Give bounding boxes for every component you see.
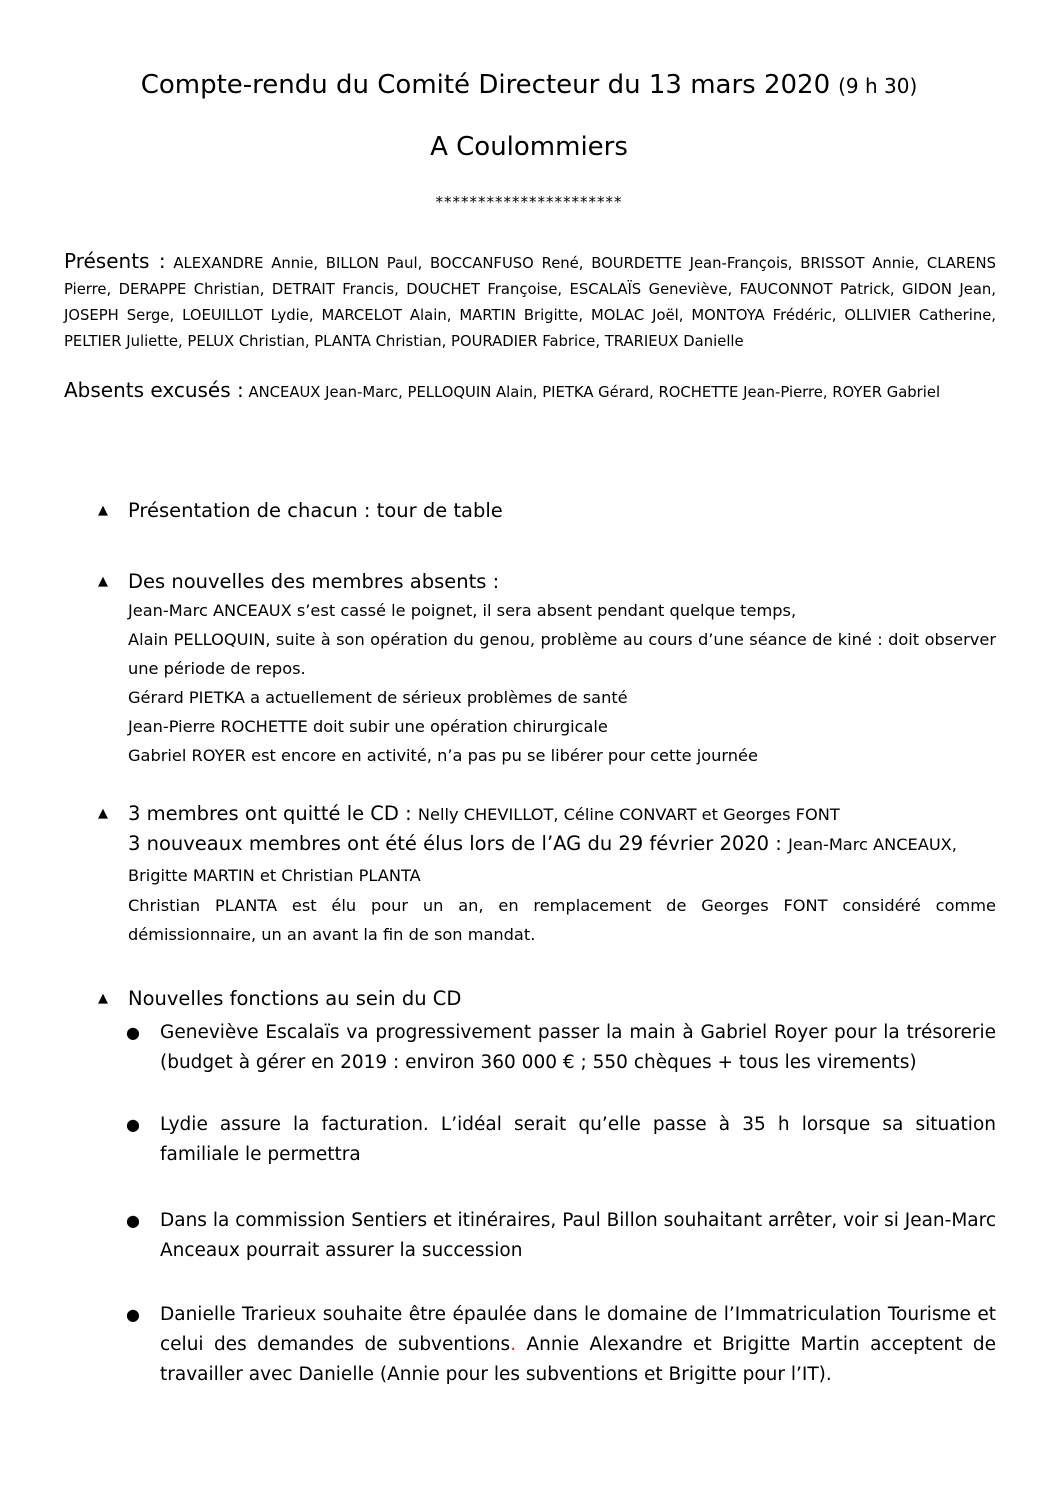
function-bullet	[126, 1206, 996, 1266]
document-location: A Coulommiers	[430, 132, 628, 162]
presents-list: ALEXANDRE Annie, BILLON Paul, BOCCANFUSO René, BOURDETTE Jean-François, BRISSOT Annie, CLARENS Pierre, DERAPPE Christian, DETRAIT Francis, DOUCHET Françoise, ESCALAÏS Geneviève, FAUCONNOT Patrick, GIDON Jean, JOSEPH Serge, LOEUILLOT Lydie, MARCELOT Alain, MARTIN Brigitte, MOLAC Joël, MONTOYA Frédéric, OLLIVIER Catherine, PELTIER Juliette, PELUX Christian, PLANTA Christian, POURADIER Fabrice, TRARIEUX Danielle	[64, 255, 996, 350]
function-bullet	[126, 1300, 997, 1390]
function-bullet	[126, 1110, 996, 1170]
title-text: Compte-rendu du Comité Directeur du 13 mars 2020	[140, 70, 831, 100]
title-time: (9 h 30)	[838, 74, 918, 98]
section-members-change	[98, 800, 996, 949]
bullet-dot-icon: ●	[126, 1305, 140, 1324]
bullet-text: Lydie assure la facturation. L’idéal serait qu’elle passe à 35 h lorsque sa situation familiale le permettra	[160, 1114, 996, 1165]
section-heading	[128, 800, 996, 829]
presents-paragraph	[64, 248, 996, 355]
red-period: .	[510, 1334, 517, 1355]
news-line: Alain PELLOQUIN, suite à son opération du genou, problème au cours d’une séance de kiné : doit observer une période de repos.	[128, 630, 996, 678]
bullet-dot-icon: ●	[126, 1211, 140, 1230]
heading-detail: Nelly CHEVILLOT, Céline CONVART et Georges FONT	[417, 805, 840, 824]
caret-up-icon: ▲	[98, 503, 108, 518]
news-line: Jean-Marc ANCEAUX s’est cassé le poignet, il sera absent pendant quelque temps,	[128, 601, 797, 620]
absents-label: Absents excusés :	[64, 378, 244, 402]
sub-heading-detail: Jean-Marc ANCEAUX, Brigitte MARTIN et Christian PLANTA	[128, 835, 957, 885]
section-heading: Des nouvelles des membres absents :	[128, 570, 500, 593]
bullet-text: Danielle Trarieux souhaite être épaulée dans le domaine de l’Immatriculation Tourisme et celui des demandes de subventions	[160, 1304, 996, 1355]
news-line: Gérard PIETKA a actuellement de sérieux problèmes de santé	[128, 688, 628, 707]
planta-note: Christian PLANTA est élu pour un an, en remplacement de Georges FONT considéré comme démissionnaire, un an avant la fin de son mandat.	[128, 896, 996, 944]
section-new-functions	[98, 985, 996, 1013]
section-presentation	[98, 497, 996, 525]
presents-label: Présents :	[64, 249, 166, 273]
bullet-text: Dans la commission Sentiers et itinéraires, Paul Billon souhaitant arrêter, voir si Jean-Marc Anceaux pourrait assurer la succession	[160, 1210, 996, 1261]
bullet-dot-icon: ●	[126, 1115, 140, 1134]
news-line: Gabriel ROYER est encore en activité, n’a pas pu se libérer pour cette journée	[128, 746, 758, 765]
section-absent-news	[98, 568, 996, 770]
news-line: Jean-Pierre ROCHETTE doit subir une opération chirurgicale	[128, 717, 608, 736]
document-title	[0, 70, 1058, 100]
caret-up-icon: ▲	[98, 991, 108, 1006]
section-heading: Présentation de chacun : tour de table	[128, 499, 503, 522]
function-bullet	[126, 1018, 996, 1078]
bullet-dot-icon: ●	[126, 1023, 140, 1042]
caret-up-icon: ▲	[98, 806, 108, 821]
heading-text: 3 membres ont quitté le CD :	[128, 802, 412, 825]
caret-up-icon: ▲	[98, 574, 108, 589]
new-members-paragraph	[128, 829, 996, 891]
bullet-text: Geneviève Escalaïs va progressivement passer la main à Gabriel Royer pour la trésorerie (budget à gérer en 2019 : environ 360 000 € ; 550 chèques + tous les virements)	[160, 1022, 996, 1073]
absents-list: ANCEAUX Jean-Marc, PELLOQUIN Alain, PIETKA Gérard, ROCHETTE Jean-Pierre, ROYER Gabriel	[248, 384, 941, 401]
absents-paragraph	[64, 375, 996, 408]
bullet-text-continued: Annie Alexandre et Brigitte Martin acceptent de travailler avec Danielle (Annie pour les subventions et Brigitte pour l’IT).	[160, 1334, 997, 1385]
sub-heading-text: 3 nouveaux membres ont été élus lors de l’AG du 29 février 2020 :	[128, 832, 782, 855]
separator-stars: **********************	[435, 193, 623, 211]
section-heading: Nouvelles fonctions au sein du CD	[128, 987, 462, 1010]
